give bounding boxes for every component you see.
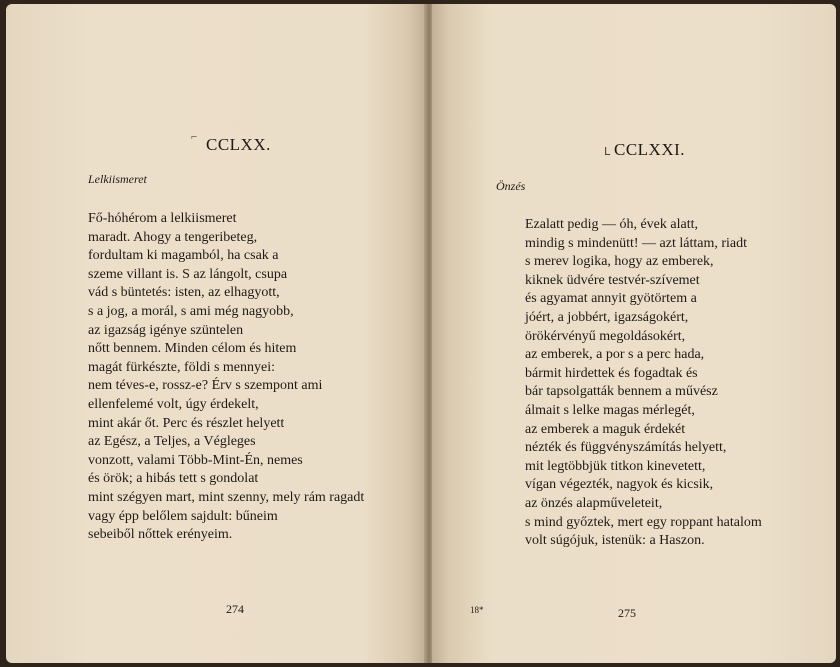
poem-line: ellenfelemé volt, úgy érdekelt, <box>88 396 259 412</box>
poem-line: volt súgójuk, istenük: a Haszon. <box>525 533 705 549</box>
poem-line: vagy épp belőlem sajdult: bűneim <box>88 508 278 524</box>
poem-line: bár tapsolgatták bennem a művész <box>525 384 718 400</box>
poem-line: sebeiből nőttek erényeim. <box>88 527 233 543</box>
poem-text <box>525 216 762 551</box>
page-number: 275 <box>618 606 636 620</box>
poem-line: nőtt bennem. Minden célom és hitem <box>88 341 297 357</box>
poem-line: Fő-hóhérom a lelkiismeret <box>88 211 237 226</box>
poem-line: az emberek a maguk érdekét <box>525 421 686 437</box>
pencil-mark: ⌐ <box>191 131 198 143</box>
poem-line: magát fürkészte, földi s mennyei: <box>88 359 275 375</box>
poem-line: maradt. Ahogy a tengeribeteg, <box>88 229 258 245</box>
poem-line: kiknek üdvére testvér-szívemet <box>525 272 700 288</box>
poem-line: és örök; a hibás tett s gondolat <box>88 471 259 487</box>
poem-line: az Egész, a Teljes, a Végleges <box>88 434 256 450</box>
poem-line: az önzés alapműveleteit, <box>525 495 663 511</box>
poem-line: jóért, a jobbért, igazságokért, <box>525 309 689 325</box>
poem-line: szeme villant is. S az lángolt, csupa <box>88 266 288 282</box>
pencil-mark: ᒪ <box>604 146 611 158</box>
poem-line: mint akár őt. Perc és részlet helyett <box>88 415 285 431</box>
poem-line: vonzott, valami Több-Mint-Én, nemes <box>88 452 303 468</box>
poem-line: örökérvényű megoldásokért, <box>525 328 686 344</box>
poem-line: s merev logika, hogy az emberek, <box>525 254 714 270</box>
poem-line: Ezalatt pedig — óh, évek alatt, <box>525 217 698 232</box>
left-page <box>6 4 426 663</box>
poem-line: mint szégyen mart, mint szenny, mely rám ragadt <box>88 489 365 505</box>
poem-line: bármit hirdettek és fogadtak és <box>525 365 698 381</box>
signature-mark: 18* <box>470 605 484 615</box>
poem-line: mit legtöbbjük titkon kinevetett, <box>525 458 706 474</box>
poem-subtitle: Lelkiismeret <box>88 172 147 186</box>
right-page <box>432 4 836 663</box>
poem-line: és agyamat annyit gyötörtem a <box>525 291 697 307</box>
poem-line: nézték és függvényszámítás helyett, <box>525 440 727 456</box>
poem-line: vád s büntetés: isten, az elhagyott, <box>88 285 280 301</box>
poem-text <box>88 210 364 545</box>
poem-line: nem téves-e, rossz-e? Érv s szempont ami <box>88 378 323 394</box>
poem-line: álmait s lelke magas mérlegét, <box>525 402 695 418</box>
poem-line: az emberek, a por s a perc hada, <box>525 347 705 363</box>
poem-line: vígan végezték, nagyok és kicsik, <box>525 477 714 493</box>
poem-line: mindig s mindenütt! — azt láttam, riadt <box>525 235 748 251</box>
page-number: 274 <box>226 602 244 616</box>
poem-line: az igazság igénye szüntelen <box>88 322 244 338</box>
poem-line: s a jog, a morál, s ami még nagyobb, <box>88 303 294 319</box>
poem-line: s mind győztek, mert egy roppant hatalom <box>525 514 762 530</box>
poem-subtitle: Önzés <box>496 179 526 193</box>
chapter-title: CCLXXI. <box>614 140 686 159</box>
chapter-title: CCLXX. <box>206 135 271 154</box>
poem-line: fordultam ki magamból, ha csak a <box>88 248 279 264</box>
